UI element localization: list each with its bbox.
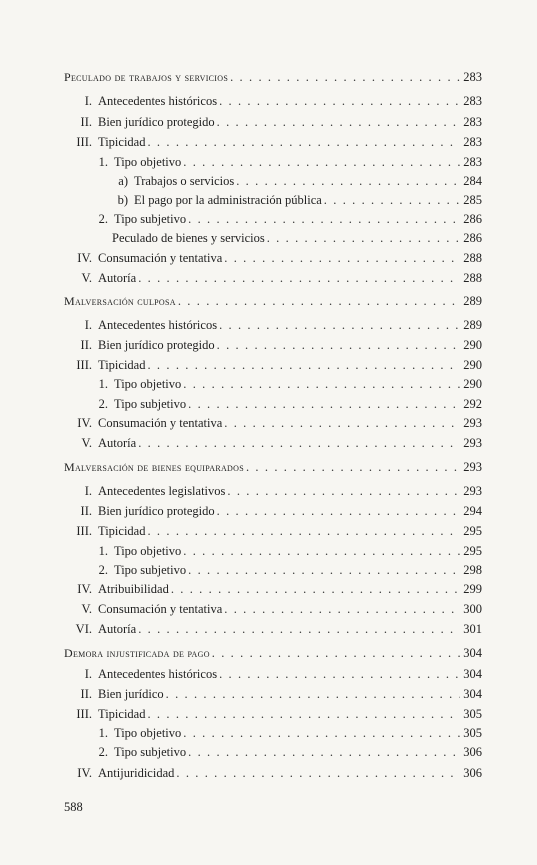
toc-entry-label: Trabajos o servicios [134, 174, 235, 188]
toc-entry [86, 563, 482, 578]
toc-entry-label: Bien jurídico protegido [98, 504, 215, 518]
toc-entry-label: Tipo objetivo [114, 155, 182, 169]
toc-page-number: 284 [463, 174, 482, 188]
leader-dots [166, 687, 460, 702]
toc-entry [86, 726, 482, 741]
toc-entry-label: Consumación y tentativa [98, 602, 223, 616]
toc-entry [60, 524, 482, 539]
toc-entry [60, 416, 482, 431]
toc-page-number: 289 [463, 318, 482, 332]
toc-entry [60, 602, 482, 617]
toc-page-number: 306 [463, 745, 482, 759]
leader-dots [147, 707, 460, 722]
leader-dots [188, 397, 460, 412]
toc-entry-label: Peculado de bienes y servicios [112, 231, 265, 245]
leader-dots [267, 231, 460, 246]
toc-entry [86, 377, 482, 392]
leader-dots [217, 504, 460, 519]
toc-entry-number: V. [81, 436, 92, 450]
toc-entry-number: 2. [98, 397, 108, 411]
toc-entry [86, 544, 482, 559]
toc-entry-number: 1. [98, 726, 108, 740]
toc-heading [64, 70, 482, 85]
leader-dots [236, 174, 460, 189]
toc-entry-number: V. [81, 602, 92, 616]
leader-dots [183, 726, 460, 741]
toc-entry [60, 436, 482, 451]
toc-page-number: 295 [463, 524, 482, 538]
toc-entry-number: III. [76, 135, 92, 149]
leader-dots [147, 358, 460, 373]
toc-page-number: 293 [463, 436, 482, 450]
toc-entry-label: Antecedentes históricos [98, 667, 218, 681]
toc-entry [60, 338, 482, 353]
leader-dots [138, 271, 460, 286]
toc-entry-label: Autoría [98, 436, 137, 450]
toc-entry [112, 231, 482, 246]
toc-entry [60, 358, 482, 373]
toc-page-number: 283 [463, 115, 482, 129]
toc-entry [60, 318, 482, 333]
toc-entry-label: Tipo subjetivo [114, 397, 187, 411]
toc-entry-number: I. [84, 94, 92, 108]
toc-entry-number: IV. [77, 582, 92, 596]
leader-dots [217, 115, 460, 130]
toc-entry-number: IV. [77, 766, 92, 780]
toc-entry-number: IV. [77, 416, 92, 430]
toc-entry-number: 2. [98, 212, 108, 226]
toc-entry-label: Bien jurídico protegido [98, 338, 215, 352]
toc-page-number: 283 [463, 70, 482, 84]
leader-dots [224, 416, 460, 431]
toc-entry-label: Tipo objetivo [114, 544, 182, 558]
toc-entry-label: Consumación y tentativa [98, 251, 223, 265]
leader-dots [183, 377, 460, 392]
toc-entry [106, 174, 482, 189]
toc-entry-number: 2. [98, 745, 108, 759]
toc-page-number: 293 [463, 416, 482, 430]
toc-page-number: 292 [463, 397, 482, 411]
leader-dots [224, 251, 460, 266]
toc-entry [60, 667, 482, 682]
toc-entry-label: Tipo subjetivo [114, 745, 187, 759]
toc-entry [60, 135, 482, 150]
leader-dots [230, 70, 460, 85]
toc-page-number: 299 [463, 582, 482, 596]
page-number: 588 [64, 800, 83, 814]
leader-dots [188, 745, 460, 760]
leader-dots [219, 667, 460, 682]
toc-entry-number: 1. [98, 544, 108, 558]
leader-dots [147, 524, 460, 539]
leader-dots [171, 582, 460, 597]
toc-entry [60, 622, 482, 637]
toc-entry [60, 582, 482, 597]
toc-entry-number: 1. [98, 155, 108, 169]
toc-entry-label: Autoría [98, 622, 137, 636]
toc-page-number: 305 [463, 726, 482, 740]
toc-entry-number: III. [76, 524, 92, 538]
toc-entry-label: Tipo objetivo [114, 726, 182, 740]
leader-dots [178, 294, 460, 309]
toc-entry [86, 155, 482, 170]
toc-entry-number: b) [117, 193, 128, 207]
toc-page-number: 305 [463, 707, 482, 721]
toc-entry-label: Bien jurídico protegido [98, 115, 215, 129]
toc-entry-label: Tipo subjetivo [114, 563, 187, 577]
leader-dots [227, 484, 460, 499]
toc-entry-number: II. [80, 115, 92, 129]
leader-dots [183, 544, 460, 559]
toc-entry [86, 745, 482, 760]
toc-entry [86, 212, 482, 227]
toc-entry [60, 766, 482, 781]
leader-dots [224, 602, 460, 617]
toc-entry-number: V. [81, 271, 92, 285]
toc-entry [60, 271, 482, 286]
toc-entry-label: Tipicidad [98, 707, 146, 721]
toc-page-number: 293 [463, 484, 482, 498]
leader-dots [246, 460, 460, 475]
toc-entry [106, 193, 482, 208]
toc-entry [86, 397, 482, 412]
toc-entry-label: Bien jurídico [98, 687, 164, 701]
leader-dots [324, 193, 460, 208]
toc-page-number: 286 [463, 212, 482, 226]
toc-entry [60, 504, 482, 519]
toc-entry [60, 707, 482, 722]
toc-page-number: 283 [463, 135, 482, 149]
toc-page-number: 285 [463, 193, 482, 207]
toc-page-number: 293 [463, 460, 482, 474]
toc-entry-number: 2. [98, 563, 108, 577]
leader-dots [183, 155, 460, 170]
toc-entry [60, 484, 482, 499]
leader-dots [212, 646, 460, 661]
toc-entry-label: Antecedentes históricos [98, 94, 218, 108]
toc-entry-label: Tipicidad [98, 524, 146, 538]
toc-entry-label: Antecedentes históricos [98, 318, 218, 332]
toc-entry-number: III. [76, 358, 92, 372]
leader-dots [138, 622, 460, 637]
toc-entry-label: Consumación y tentativa [98, 416, 223, 430]
toc-entry-label: Antijuridicidad [98, 766, 175, 780]
toc-entry [60, 94, 482, 109]
toc-entry-number: II. [80, 687, 92, 701]
toc-entry-number: IV. [77, 251, 92, 265]
toc-page-number: 300 [463, 602, 482, 616]
toc-entry-number: III. [76, 707, 92, 721]
toc-heading-label: Malversación de bienes equiparados [64, 460, 244, 474]
toc-heading-label: Malversación culposa [64, 294, 176, 308]
toc-entry-number: I. [84, 318, 92, 332]
leader-dots [176, 766, 460, 781]
toc-entry-label: Autoría [98, 271, 137, 285]
toc-heading [64, 460, 482, 475]
toc-heading-label: Peculado de trabajos y servicios [64, 70, 229, 84]
toc-entry-number: II. [80, 504, 92, 518]
toc-entry [60, 115, 482, 130]
toc-page-number: 295 [463, 544, 482, 558]
leader-dots [138, 436, 460, 451]
toc-page-number: 288 [463, 271, 482, 285]
toc-heading [64, 294, 482, 309]
toc-entry-number: I. [84, 667, 92, 681]
toc-entry-label: El pago por la administración pública [134, 193, 322, 207]
toc-page-number: 304 [463, 646, 482, 660]
toc-heading [64, 646, 482, 661]
toc-page-number: 301 [463, 622, 482, 636]
toc-entry-number: II. [80, 338, 92, 352]
toc-heading-label: Demora injustificada de pago [64, 646, 210, 660]
toc-entry-label: Tipicidad [98, 135, 146, 149]
toc-page-number: 288 [463, 251, 482, 265]
toc-page-number: 290 [463, 358, 482, 372]
leader-dots [217, 338, 460, 353]
toc-entry-number: I. [84, 484, 92, 498]
leader-dots [219, 318, 460, 333]
toc-entry-number: 1. [98, 377, 108, 391]
leader-dots [147, 135, 460, 150]
toc-entry-label: Tipicidad [98, 358, 146, 372]
leader-dots [188, 212, 460, 227]
toc-page-number: 304 [463, 667, 482, 681]
toc-entry [60, 251, 482, 266]
leader-dots [188, 563, 460, 578]
toc-entry-label: Tipo objetivo [114, 377, 182, 391]
toc-entry-label: Tipo subjetivo [114, 212, 187, 226]
toc-entry-label: Antecedentes legislativos [98, 484, 226, 498]
toc-page-number: 290 [463, 377, 482, 391]
toc-page-number: 306 [463, 766, 482, 780]
toc-page-number: 283 [463, 155, 482, 169]
toc-page-number: 304 [463, 687, 482, 701]
toc-entry-label: Atribuibilidad [98, 582, 169, 596]
toc-entry [60, 687, 482, 702]
toc-entry-number: VI. [75, 622, 92, 636]
toc-entry-number: a) [118, 174, 128, 188]
toc-page-number: 290 [463, 338, 482, 352]
toc-page-number: 289 [463, 294, 482, 308]
toc-page-number: 283 [463, 94, 482, 108]
leader-dots [219, 94, 460, 109]
toc-page-number: 294 [463, 504, 482, 518]
toc-page-number: 298 [463, 563, 482, 577]
toc-page-number: 286 [463, 231, 482, 245]
